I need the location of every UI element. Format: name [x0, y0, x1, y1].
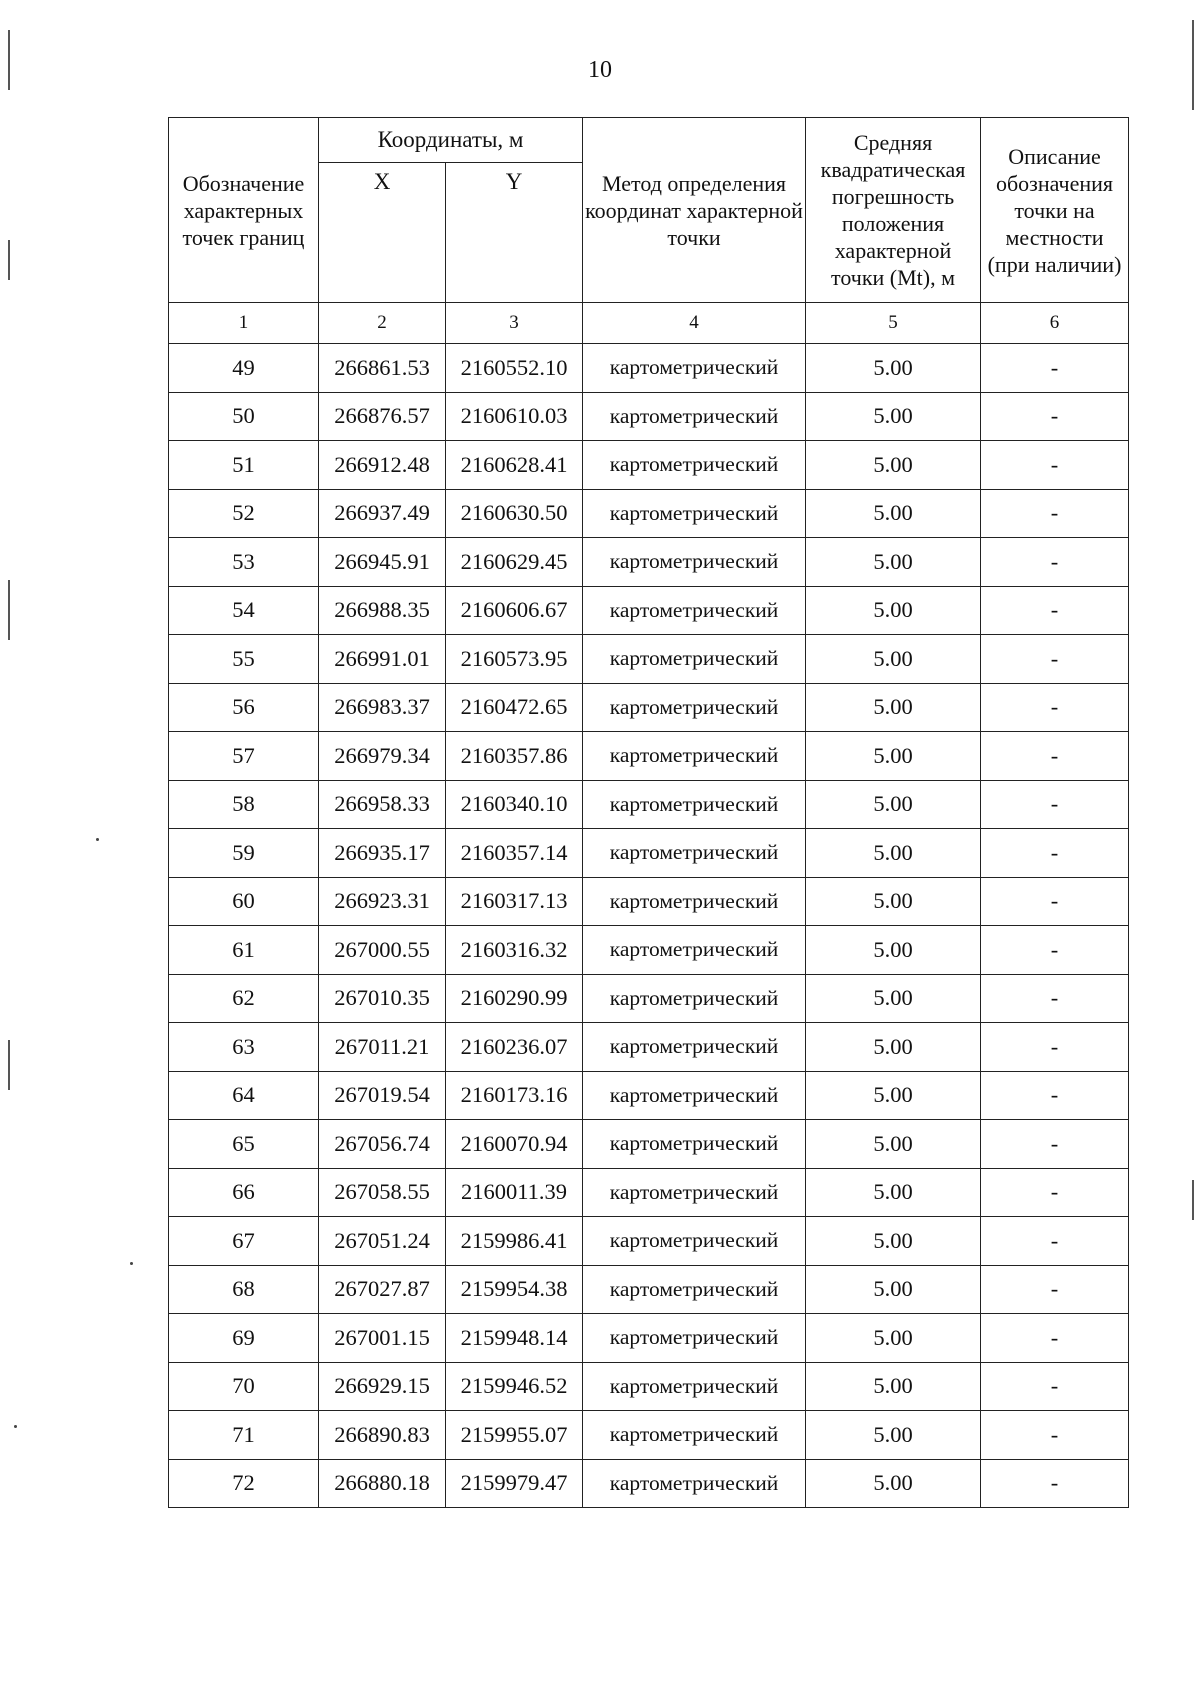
coordinate-x-cell: 267051.24	[319, 1217, 446, 1266]
method-cell: картометрический	[583, 974, 806, 1023]
point-number-cell: 68	[169, 1265, 319, 1314]
coordinate-y-cell: 2160610.03	[446, 392, 583, 441]
point-number-cell: 69	[169, 1314, 319, 1363]
column-number: 4	[583, 303, 806, 344]
coordinate-y-cell: 2160340.10	[446, 780, 583, 829]
method-cell: картометрический	[583, 829, 806, 878]
description-cell: -	[981, 635, 1129, 684]
table-row	[169, 732, 1129, 781]
header-x: X	[319, 163, 446, 303]
coordinate-y-cell: 2160606.67	[446, 586, 583, 635]
point-number-cell: 67	[169, 1217, 319, 1266]
point-number-cell: 72	[169, 1459, 319, 1508]
point-number-cell: 56	[169, 683, 319, 732]
error-cell: 5.00	[806, 683, 981, 732]
coordinate-x-cell: 266958.33	[319, 780, 446, 829]
column-number: 5	[806, 303, 981, 344]
method-cell: картометрический	[583, 1265, 806, 1314]
table-row	[169, 489, 1129, 538]
coordinate-y-cell: 2159955.07	[446, 1411, 583, 1460]
scan-edge-mark	[8, 1040, 10, 1090]
coordinate-x-cell: 266912.48	[319, 441, 446, 490]
point-number-cell: 54	[169, 586, 319, 635]
description-cell: -	[981, 1362, 1129, 1411]
coordinate-y-cell: 2160629.45	[446, 538, 583, 587]
coordinate-y-cell: 2160316.32	[446, 926, 583, 975]
description-cell: -	[981, 1071, 1129, 1120]
column-number: 3	[446, 303, 583, 344]
description-cell: -	[981, 392, 1129, 441]
description-cell: -	[981, 441, 1129, 490]
method-cell: картометрический	[583, 441, 806, 490]
table-body	[169, 344, 1129, 1508]
error-cell: 5.00	[806, 1217, 981, 1266]
scan-speck	[96, 838, 99, 841]
method-cell: картометрический	[583, 1362, 806, 1411]
point-number-cell: 64	[169, 1071, 319, 1120]
coordinate-x-cell: 267058.55	[319, 1168, 446, 1217]
coordinate-x-cell: 267011.21	[319, 1023, 446, 1072]
header-row	[169, 118, 1129, 163]
point-number-cell: 62	[169, 974, 319, 1023]
point-number-cell: 57	[169, 732, 319, 781]
point-number-cell: 49	[169, 344, 319, 393]
error-cell: 5.00	[806, 1459, 981, 1508]
description-cell: -	[981, 1459, 1129, 1508]
error-cell: 5.00	[806, 1265, 981, 1314]
coordinate-x-cell: 266979.34	[319, 732, 446, 781]
page-number: 10	[588, 57, 612, 83]
coordinate-x-cell: 266890.83	[319, 1411, 446, 1460]
header-description: Описание обозначения точки на местности (при наличии)	[981, 118, 1129, 303]
error-cell: 5.00	[806, 1023, 981, 1072]
coordinate-x-cell: 266861.53	[319, 344, 446, 393]
coordinate-x-cell: 266880.18	[319, 1459, 446, 1508]
coordinate-y-cell: 2160173.16	[446, 1071, 583, 1120]
point-number-cell: 50	[169, 392, 319, 441]
table-row	[169, 926, 1129, 975]
error-cell: 5.00	[806, 538, 981, 587]
description-cell: -	[981, 974, 1129, 1023]
coordinate-y-cell: 2160236.07	[446, 1023, 583, 1072]
method-cell: картометрический	[583, 1217, 806, 1266]
coordinate-x-cell: 266937.49	[319, 489, 446, 538]
scan-edge-mark	[8, 240, 10, 280]
description-cell: -	[981, 1314, 1129, 1363]
description-cell: -	[981, 1265, 1129, 1314]
column-number: 2	[319, 303, 446, 344]
error-cell: 5.00	[806, 877, 981, 926]
method-cell: картометрический	[583, 1459, 806, 1508]
coordinate-x-cell: 267019.54	[319, 1071, 446, 1120]
description-cell: -	[981, 586, 1129, 635]
description-cell: -	[981, 926, 1129, 975]
description-cell: -	[981, 344, 1129, 393]
table-row	[169, 344, 1129, 393]
description-cell: -	[981, 1168, 1129, 1217]
table-row	[169, 1362, 1129, 1411]
point-number-cell: 71	[169, 1411, 319, 1460]
point-number-cell: 52	[169, 489, 319, 538]
error-cell: 5.00	[806, 1411, 981, 1460]
coordinate-y-cell: 2160472.65	[446, 683, 583, 732]
coordinate-y-cell: 2160317.13	[446, 877, 583, 926]
scan-edge-mark	[1192, 1180, 1194, 1220]
error-cell: 5.00	[806, 1362, 981, 1411]
point-number-cell: 58	[169, 780, 319, 829]
coordinate-x-cell: 266945.91	[319, 538, 446, 587]
coordinate-y-cell: 2160290.99	[446, 974, 583, 1023]
header-method: Метод определения координат характерной точки	[583, 118, 806, 303]
error-cell: 5.00	[806, 1314, 981, 1363]
error-cell: 5.00	[806, 586, 981, 635]
description-cell: -	[981, 683, 1129, 732]
method-cell: картометрический	[583, 732, 806, 781]
coordinates-table	[168, 117, 1129, 1508]
error-cell: 5.00	[806, 780, 981, 829]
table-row	[169, 1217, 1129, 1266]
table-row	[169, 1071, 1129, 1120]
point-number-cell: 51	[169, 441, 319, 490]
header-point-label: Обозначение характерных точек границ	[169, 118, 319, 303]
table-row	[169, 538, 1129, 587]
description-cell: -	[981, 489, 1129, 538]
coordinate-x-cell: 266991.01	[319, 635, 446, 684]
method-cell: картометрический	[583, 1168, 806, 1217]
method-cell: картометрический	[583, 683, 806, 732]
coordinate-x-cell: 267027.87	[319, 1265, 446, 1314]
scan-speck	[130, 1262, 133, 1265]
column-number: 6	[981, 303, 1129, 344]
method-cell: картометрический	[583, 344, 806, 393]
coordinate-x-cell: 266988.35	[319, 586, 446, 635]
header-error: Средняя квадратическая погрешность положения характерной точки (Mt), м	[806, 118, 981, 303]
method-cell: картометрический	[583, 392, 806, 441]
coordinate-y-cell: 2159948.14	[446, 1314, 583, 1363]
description-cell: -	[981, 1023, 1129, 1072]
column-number-row	[169, 303, 1129, 344]
error-cell: 5.00	[806, 1071, 981, 1120]
method-cell: картометрический	[583, 586, 806, 635]
table-row	[169, 1120, 1129, 1169]
coordinate-y-cell: 2159946.52	[446, 1362, 583, 1411]
error-cell: 5.00	[806, 926, 981, 975]
table-row	[169, 392, 1129, 441]
error-cell: 5.00	[806, 829, 981, 878]
coordinate-x-cell: 266983.37	[319, 683, 446, 732]
point-number-cell: 63	[169, 1023, 319, 1072]
coordinate-y-cell: 2159954.38	[446, 1265, 583, 1314]
coordinate-y-cell: 2160573.95	[446, 635, 583, 684]
method-cell: картометрический	[583, 877, 806, 926]
coordinate-x-cell: 266929.15	[319, 1362, 446, 1411]
error-cell: 5.00	[806, 344, 981, 393]
table-row	[169, 635, 1129, 684]
error-cell: 5.00	[806, 974, 981, 1023]
coordinate-y-cell: 2159986.41	[446, 1217, 583, 1266]
coordinate-y-cell: 2160552.10	[446, 344, 583, 393]
coordinate-y-cell: 2160357.86	[446, 732, 583, 781]
point-number-cell: 66	[169, 1168, 319, 1217]
header-coordinates: Координаты, м	[319, 118, 583, 163]
table-row	[169, 877, 1129, 926]
table-row	[169, 586, 1129, 635]
error-cell: 5.00	[806, 732, 981, 781]
description-cell: -	[981, 829, 1129, 878]
table-row	[169, 1459, 1129, 1508]
coordinate-x-cell: 267000.55	[319, 926, 446, 975]
table-row	[169, 1411, 1129, 1460]
method-cell: картометрический	[583, 635, 806, 684]
coordinate-x-cell: 267056.74	[319, 1120, 446, 1169]
coordinate-y-cell: 2160628.41	[446, 441, 583, 490]
error-cell: 5.00	[806, 392, 981, 441]
method-cell: картометрический	[583, 1120, 806, 1169]
point-number-cell: 59	[169, 829, 319, 878]
method-cell: картометрический	[583, 1023, 806, 1072]
error-cell: 5.00	[806, 441, 981, 490]
table-row	[169, 1265, 1129, 1314]
method-cell: картометрический	[583, 1071, 806, 1120]
description-cell: -	[981, 780, 1129, 829]
table-row	[169, 683, 1129, 732]
header-y: Y	[446, 163, 583, 303]
method-cell: картометрический	[583, 1314, 806, 1363]
coordinate-x-cell: 266923.31	[319, 877, 446, 926]
coordinate-y-cell: 2160630.50	[446, 489, 583, 538]
coordinate-y-cell: 2159979.47	[446, 1459, 583, 1508]
point-number-cell: 53	[169, 538, 319, 587]
error-cell: 5.00	[806, 489, 981, 538]
description-cell: -	[981, 538, 1129, 587]
coordinate-y-cell: 2160357.14	[446, 829, 583, 878]
point-number-cell: 70	[169, 1362, 319, 1411]
description-cell: -	[981, 877, 1129, 926]
scan-speck	[14, 1425, 17, 1428]
method-cell: картометрический	[583, 538, 806, 587]
coordinate-x-cell: 266935.17	[319, 829, 446, 878]
column-number: 1	[169, 303, 319, 344]
method-cell: картометрический	[583, 1411, 806, 1460]
method-cell: картометрический	[583, 489, 806, 538]
table-row	[169, 1023, 1129, 1072]
error-cell: 5.00	[806, 635, 981, 684]
description-cell: -	[981, 1411, 1129, 1460]
table-row	[169, 441, 1129, 490]
coordinate-x-cell: 266876.57	[319, 392, 446, 441]
description-cell: -	[981, 1217, 1129, 1266]
table-row	[169, 974, 1129, 1023]
coordinate-x-cell: 267010.35	[319, 974, 446, 1023]
coordinate-y-cell: 2160011.39	[446, 1168, 583, 1217]
error-cell: 5.00	[806, 1120, 981, 1169]
table-row	[169, 780, 1129, 829]
description-cell: -	[981, 1120, 1129, 1169]
coordinate-y-cell: 2160070.94	[446, 1120, 583, 1169]
method-cell: картометрический	[583, 926, 806, 975]
point-number-cell: 61	[169, 926, 319, 975]
scan-edge-mark	[8, 580, 10, 640]
error-cell: 5.00	[806, 1168, 981, 1217]
table-row	[169, 1314, 1129, 1363]
method-cell: картометрический	[583, 780, 806, 829]
point-number-cell: 55	[169, 635, 319, 684]
point-number-cell: 65	[169, 1120, 319, 1169]
description-cell: -	[981, 732, 1129, 781]
table-row	[169, 829, 1129, 878]
point-number-cell: 60	[169, 877, 319, 926]
table-row	[169, 1168, 1129, 1217]
coordinate-x-cell: 267001.15	[319, 1314, 446, 1363]
